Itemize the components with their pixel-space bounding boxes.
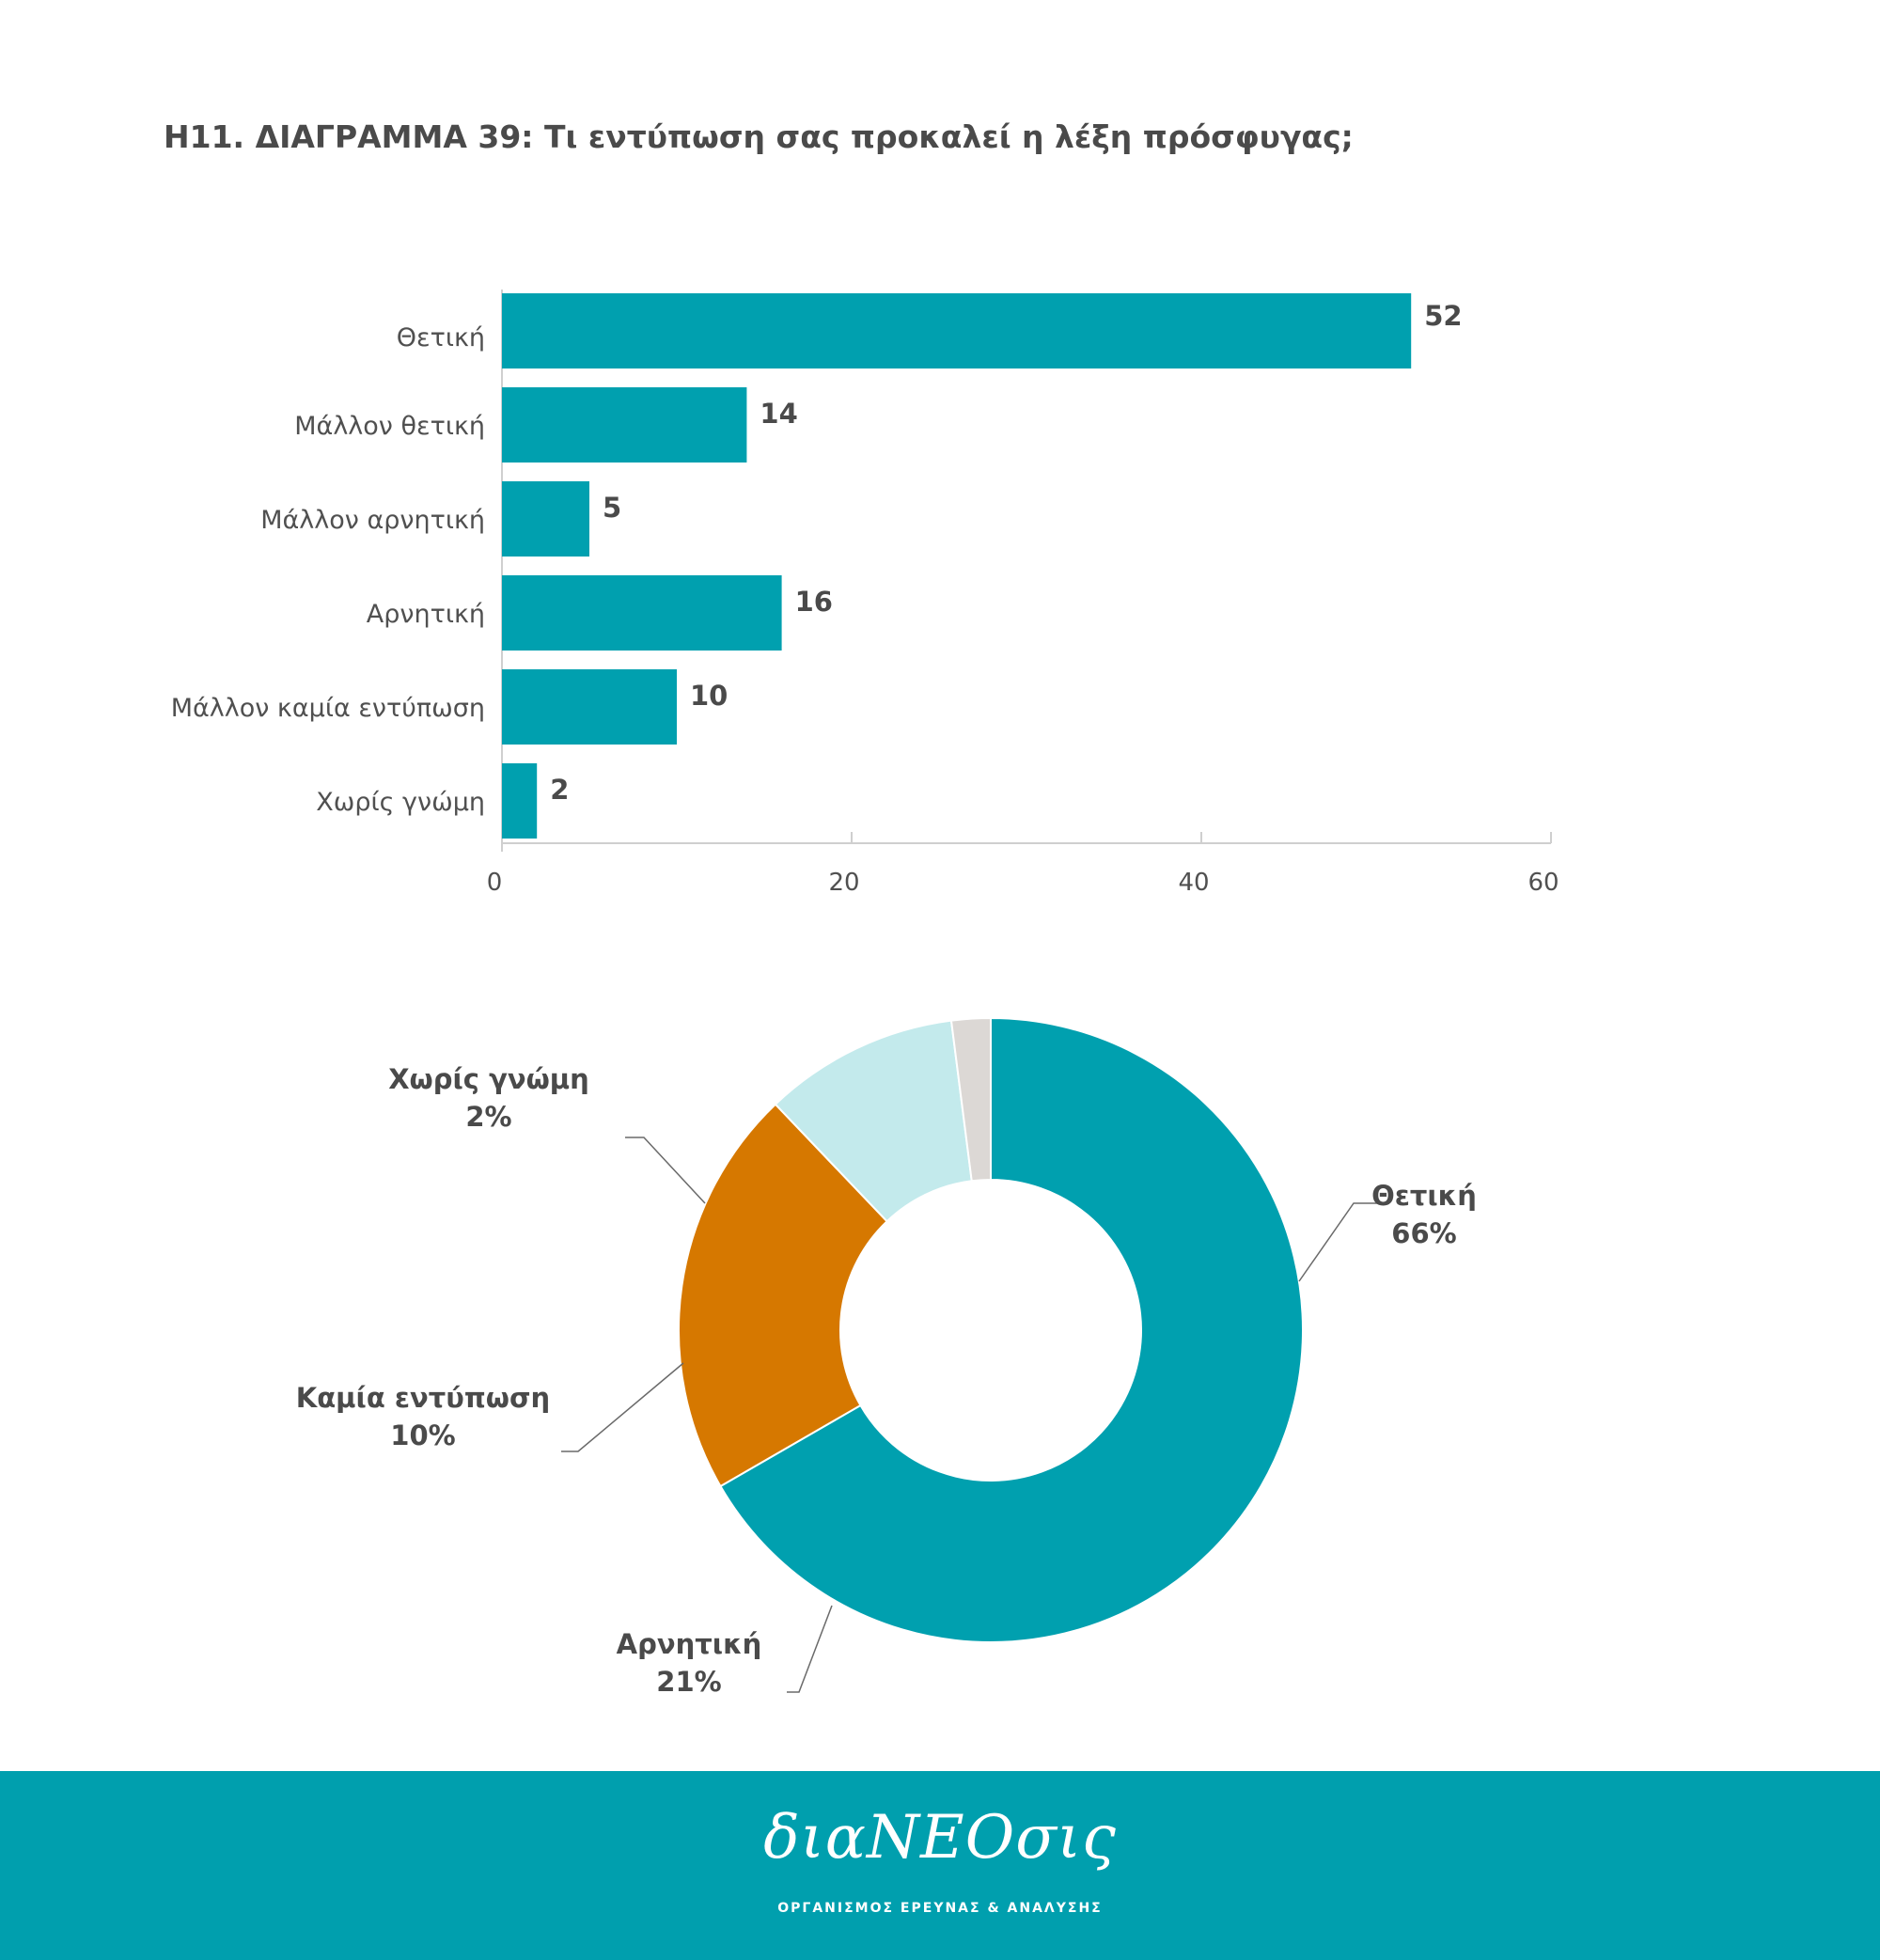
slice-value-label: 2%: [465, 1101, 512, 1133]
category-label: Μάλλον θετική: [294, 412, 485, 441]
value-label: 14: [760, 398, 798, 430]
category-label: Μάλλον καμία εντύπωση: [170, 694, 485, 723]
leader-line: [625, 1137, 705, 1203]
category-label: Μάλλον αρνητική: [260, 506, 485, 535]
slice-value-label: 21%: [656, 1666, 722, 1698]
slice-label: Καμία εντύπωση: [295, 1382, 551, 1414]
x-tick-label: 60: [1528, 869, 1559, 897]
bar: [502, 763, 537, 839]
value-label: 16: [794, 586, 833, 618]
category-label: Θετική: [396, 323, 485, 353]
page-title: Η11. ΔΙΑΓΡΑΜΜΑ 39: Τι εντύπωση σας προκαλεί η λέξη πρόσφυγας;: [164, 118, 1354, 155]
slice-value-label: 66%: [1391, 1217, 1457, 1249]
logo-subtitle: ΟΡΓΑΝΙΣΜΟΣ ΕΡΕΥΝΑΣ & ΑΝΑΛΥΣΗΣ: [777, 1901, 1103, 1916]
slice-value-label: 10%: [390, 1419, 456, 1451]
slice-label: Αρνητική: [616, 1628, 762, 1660]
donut-chart: [0, 996, 1880, 1748]
bar: [502, 481, 589, 557]
bar: [502, 387, 746, 463]
donut-series: [296, 1018, 1477, 1698]
x-tick-label: 0: [486, 869, 503, 897]
value-label: 2: [550, 774, 570, 806]
value-label: 5: [603, 492, 622, 524]
bar: [502, 293, 1411, 368]
bar-series: [171, 290, 1559, 897]
bar-chart: [0, 263, 1880, 921]
x-tick-label: 40: [1178, 869, 1210, 897]
category-label: Χωρίς γνώμη: [316, 788, 485, 817]
category-label: Αρνητική: [366, 600, 485, 629]
slice-label: Χωρίς γνώμη: [388, 1063, 589, 1095]
leader-line: [1299, 1203, 1382, 1281]
bar: [502, 669, 677, 745]
bar: [502, 575, 782, 651]
x-tick-label: 20: [828, 869, 860, 897]
logo: διαΝΕΟσις: [763, 1803, 1117, 1873]
value-label: 10: [690, 680, 728, 712]
value-label: 52: [1424, 300, 1463, 332]
footer: [0, 1771, 1880, 1960]
leader-line: [561, 1363, 683, 1451]
leader-line: [787, 1606, 832, 1692]
slice-label: Θετική: [1371, 1180, 1477, 1212]
